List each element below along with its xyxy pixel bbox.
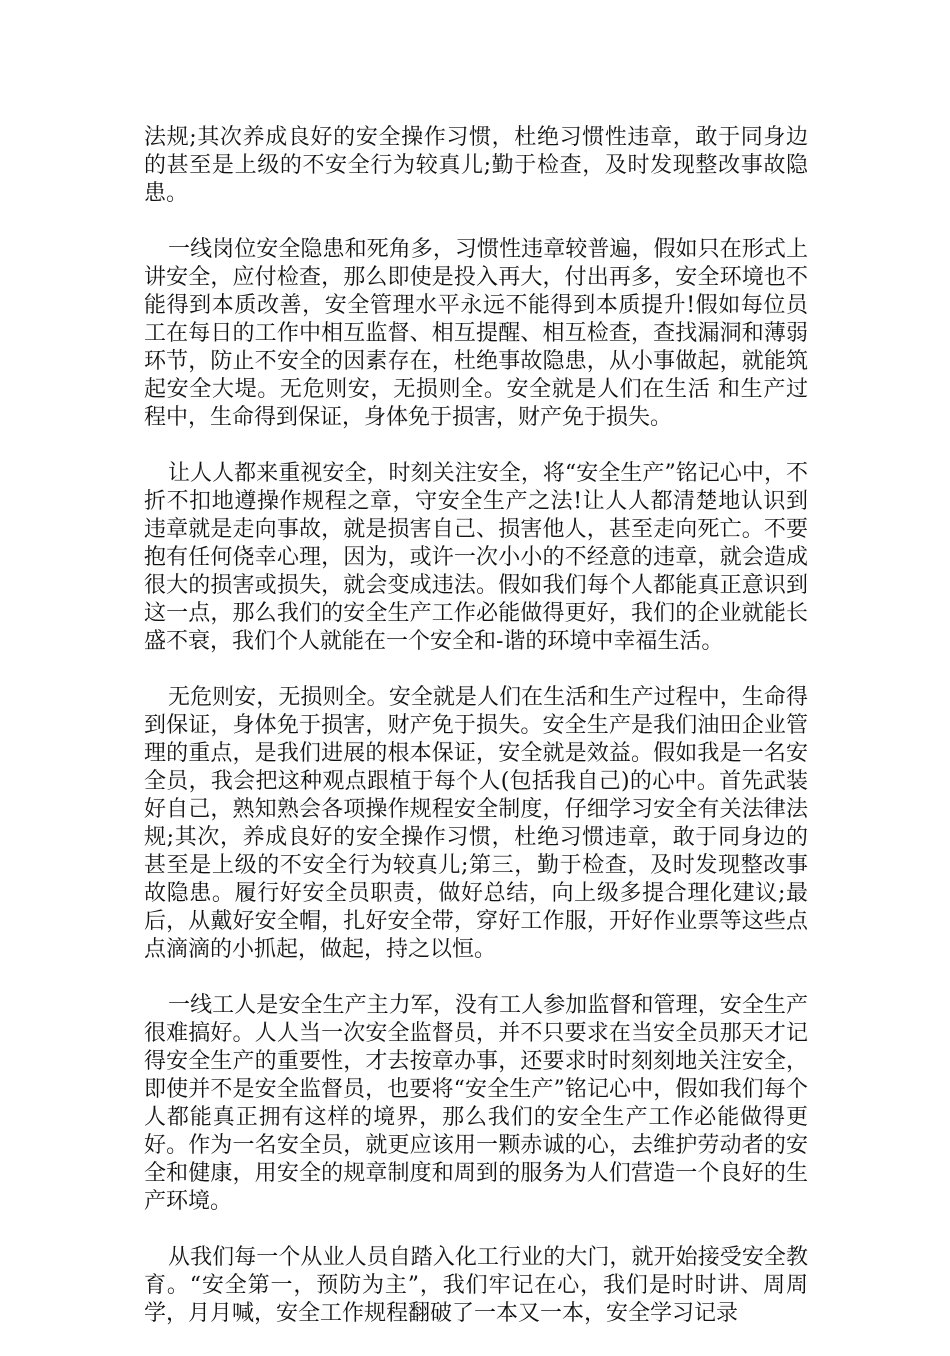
paragraph-4: 无危则安，无损则全。安全就是人们在生活和生产过程中，生命得到保证，身体免于损害，财产免于损失。安全生产是我们油田企业管理的重点，是我们进展的根本保证，安全就是效益。假如我是一名安全员，我会把这种观点跟植于每个人(包括我自己)的心中。首先武装好自己，熟知熟会各项操作规程安全制度，仔细学习安全有关法律法规;其次，养成良好的安全操作习惯，杜绝习惯违章，敢于同身边的甚至是上级的不安全行为较真儿;第三，勤于检查，及时发现整改事故隐患。履行好安全员职责，做好总结，向上级多提合理化建议;最后，从戴好安全帽，扎好安全带，穿好工作服，开好作业票等这些点点滴滴的小抓起，做起，持之以恒。 bbox=[144, 685, 808, 962]
paragraph-2: 一线岗位安全隐患和死角多，习惯性违章较普遍，假如只在形式上讲安全，应付检查，那么即使是投入再大，付出再多，安全环境也不能得到本质改善，安全管理水平永远不能得到本质提升!假如每位员工在每日的工作中相互监督、相互提醒、相互检查，查找漏洞和薄弱环节，防止不安全的因素存在，杜绝事故隐患，从小事做起，就能筑起安全大堤。无危则安，无损则全。安全就是人们在生活 和生产过程中，生命得到保证，身体免于损害，财产免于损失。 bbox=[144, 237, 808, 430]
paragraph-3: 让人人都来重视安全，时刻关注安全，将“安全生产”铭记心中，不折不扣地遵操作规程之章，守安全生产之法!让人人都清楚地认识到违章就是走向事故，就是损害自己、损害他人，甚至走向死亡。不要抱有任何侥幸心理，因为，或许一次小小的不经意的违章，就会造成很大的损害或损失，就会变成违法。假如我们每个人都能真正意识到这一点，那么我们的安全生产工作必能做得更好，我们的企业就能长盛不衰，我们个人就能在一个安全和-谐的环境中幸福生活。 bbox=[144, 461, 808, 654]
document-body bbox=[144, 124, 808, 1356]
paragraph-5: 一线工人是安全生产主力军，没有工人参加监督和管理，安全生产很难搞好。人人当一次安全监督员，并不只要求在当安全员那天才记得安全生产的重要性，才去按章办事，还要求时时刻刻地关注安全，即使并不是安全监督员，也要将“安全生产”铭记心中，假如我们每个人都能真正拥有这样的境界，那么我们的安全生产工作必能做得更好。作为一名安全员，就更应该用一颗赤诚的心，去维护劳动者的安全和健康，用安全的规章制度和周到的服务为人们营造一个良好的生产环境。 bbox=[144, 993, 808, 1214]
paragraph-1: 法规;其次养成良好的安全操作习惯，杜绝习惯性违章，敢于同身边的甚至是上级的不安全行为较真儿;勤于检查，及时发现整改事故隐患。 bbox=[144, 125, 808, 206]
paragraph-6: 从我们每一个从业人员自踏入化工行业的大门，就开始接受安全教育。“安全第一，预防为主”，我们牢记在心，我们是时时讲、周周学，月月喊，安全工作规程翻破了一本又一本，安全学习记录 bbox=[144, 1245, 808, 1326]
